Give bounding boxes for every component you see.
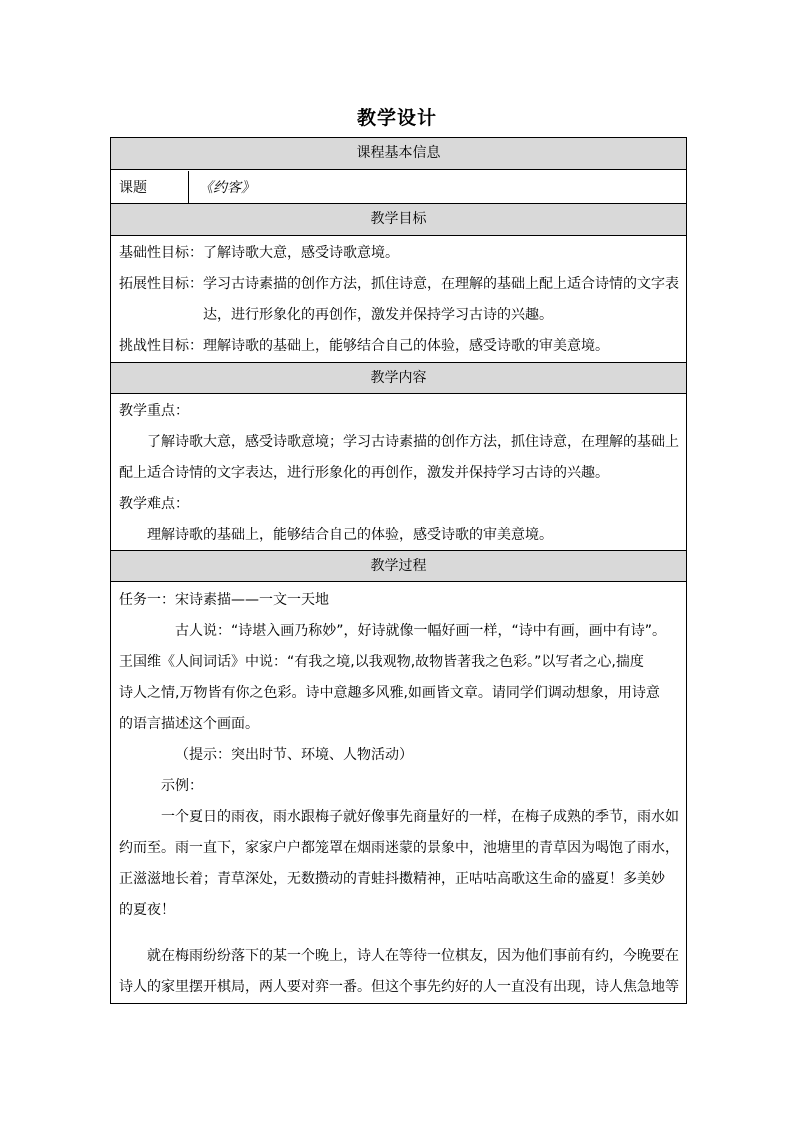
task-1-title: 任务一：宋诗素描——一文一天地 bbox=[119, 592, 329, 608]
course-label: 课题 bbox=[119, 180, 147, 196]
page-title: 教学设计 bbox=[356, 107, 437, 129]
section-header-content: 教学内容 bbox=[111, 362, 686, 394]
cell-divider bbox=[188, 171, 189, 204]
process-paragraph-line-2: 王国维《人间词话》中说：“有我之境,以我观物,故物皆著我之色彩。”以写者之心,揣度 bbox=[119, 654, 644, 670]
process-paragraph-line-4: 的语言描述这个画面。 bbox=[119, 716, 259, 732]
goal-extend-line-1: 拓展性目标：学习古诗素描的创作方法，抓住诗意，在理解的基础上配上适合诗情的文字表 bbox=[119, 276, 679, 292]
difficult-points-label: 教学难点： bbox=[119, 496, 189, 512]
goal-challenge: 挑战性目标：理解诗歌的基础上，能够结合自己的体验，感受诗歌的审美意境。 bbox=[119, 338, 609, 354]
goal-basic: 基础性目标：了解诗歌大意，感受诗歌意境。 bbox=[119, 245, 399, 261]
example-line-3: 正滋滋地长着；青草深处，无数攒动的青蛙抖擞精神，正咕咕高歌这生命的盛夏！多美妙 bbox=[119, 871, 665, 887]
process-paragraph-line-1: 古人说：“诗堪入画乃称妙”，好诗就像一幅好画一样，“诗中有画，画中有诗”。 bbox=[175, 623, 667, 639]
section-header-process: 教学过程 bbox=[111, 550, 686, 582]
example-line-2: 约而至。雨一直下，家家户户都笼罩在烟雨迷蒙的景象中，池塘里的青草因为喝饱了雨水， bbox=[119, 840, 679, 856]
example-label: 示例： bbox=[161, 778, 203, 794]
example-line-4: 的夏夜！ bbox=[119, 902, 175, 918]
process-hint: （提示：突出时节、环境、人物活动） bbox=[175, 747, 413, 763]
key-points-line-2: 配上适合诗情的文字表达，进行形象化的再创作，激发并保持学习古诗的兴趣。 bbox=[119, 465, 609, 481]
course-value: 《约客》 bbox=[199, 180, 255, 196]
difficult-points-line-1: 理解诗歌的基础上，能够结合自己的体验，感受诗歌的审美意境。 bbox=[147, 527, 553, 543]
section-header-goals: 教学目标 bbox=[111, 204, 686, 236]
example-line-1: 一个夏日的雨夜，雨水跟梅子就好像事先商量好的一样，在梅子成熟的季节，雨水如 bbox=[161, 809, 679, 825]
key-points-line-1: 了解诗歌大意，感受诗歌意境；学习古诗素描的创作方法，抓住诗意，在理解的基础上 bbox=[147, 434, 679, 450]
lesson-plan-table bbox=[110, 137, 687, 1004]
story-line-2: 诗人的家里摆开棋局，两人要对弈一番。但这个事先约好的人一直没有出现，诗人焦急地等 bbox=[119, 979, 679, 995]
goal-extend-line-2: 达，进行形象化的再创作，激发并保持学习古诗的兴趣。 bbox=[203, 307, 553, 323]
section-header-basic-info: 课程基本信息 bbox=[111, 138, 686, 170]
process-paragraph-line-3: 诗人之情,万物皆有你之色彩。诗中意趣多风雅,如画皆文章。请同学们调动想象，用诗意 bbox=[119, 685, 660, 701]
key-points-label: 教学重点： bbox=[119, 403, 189, 419]
story-line-1: 就在梅雨纷纷落下的某一个晚上，诗人在等待一位棋友，因为他们事前有约，今晚要在 bbox=[147, 948, 679, 964]
